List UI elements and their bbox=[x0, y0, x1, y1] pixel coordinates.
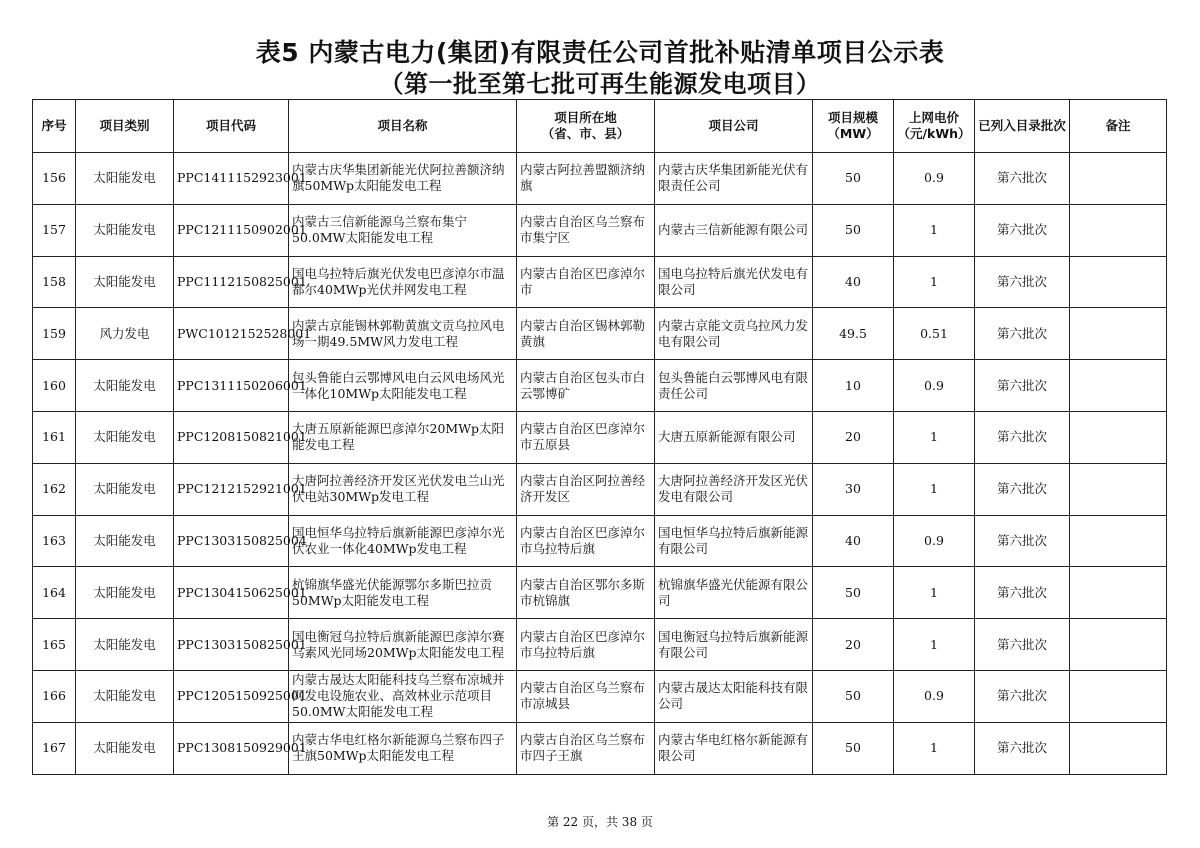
cell-name: 国电乌拉特后旗光伏发电巴彦淖尔市温都尔40MWp光伏并网发电工程 bbox=[289, 256, 517, 308]
cell-price: 0.9 bbox=[894, 670, 975, 722]
cell-location: 内蒙古自治区乌兰察布市集宁区 bbox=[517, 204, 655, 256]
header-code: 项目代码 bbox=[174, 100, 289, 153]
cell-no: 162 bbox=[33, 463, 76, 515]
table-row bbox=[33, 256, 1167, 308]
cell-price: 1 bbox=[894, 411, 975, 463]
cell-price: 1 bbox=[894, 204, 975, 256]
cell-code: PPC1211150902001 bbox=[174, 204, 289, 256]
cell-name: 国电恒华乌拉特后旗新能源巴彦淖尔光伏农业一体化40MWp发电工程 bbox=[289, 515, 517, 567]
cell-category: 太阳能发电 bbox=[76, 256, 174, 308]
table-row bbox=[33, 722, 1167, 774]
cell-price: 1 bbox=[894, 256, 975, 308]
cell-scale: 49.5 bbox=[813, 308, 894, 360]
cell-code: PWC1012152528001 bbox=[174, 308, 289, 360]
cell-company: 杭锦旗华盛光伏能源有限公司 bbox=[655, 567, 813, 619]
cell-code: PPC1208150821001 bbox=[174, 411, 289, 463]
cell-batch: 第六批次 bbox=[975, 463, 1070, 515]
cell-remark bbox=[1070, 153, 1167, 205]
cell-no: 161 bbox=[33, 411, 76, 463]
table-row bbox=[33, 204, 1167, 256]
header-scale: 项目规模 （MW） bbox=[813, 100, 894, 153]
header-remark: 备注 bbox=[1070, 100, 1167, 153]
table-row bbox=[33, 515, 1167, 567]
cell-batch: 第六批次 bbox=[975, 308, 1070, 360]
cell-company: 内蒙古晟达太阳能科技有限公司 bbox=[655, 670, 813, 722]
cell-name: 杭锦旗华盛光伏能源鄂尔多斯巴拉贡50MWp太阳能发电工程 bbox=[289, 567, 517, 619]
cell-name: 国电衡冠乌拉特后旗新能源巴彦淖尔赛乌素风光同场20MWp太阳能发电工程 bbox=[289, 619, 517, 671]
cell-price: 0.9 bbox=[894, 360, 975, 412]
subsidy-list-table bbox=[32, 99, 1167, 775]
cell-scale: 50 bbox=[813, 722, 894, 774]
header-category: 项目类别 bbox=[76, 100, 174, 153]
cell-code: PPC1303150825004 bbox=[174, 515, 289, 567]
cell-category: 太阳能发电 bbox=[76, 360, 174, 412]
cell-category: 太阳能发电 bbox=[76, 153, 174, 205]
cell-batch: 第六批次 bbox=[975, 619, 1070, 671]
table-header-row bbox=[33, 100, 1167, 153]
header-name: 项目名称 bbox=[289, 100, 517, 153]
cell-batch: 第六批次 bbox=[975, 567, 1070, 619]
cell-code: PPC1304150625001 bbox=[174, 567, 289, 619]
cell-scale: 50 bbox=[813, 567, 894, 619]
cell-location: 内蒙古自治区巴彦淖尔市 bbox=[517, 256, 655, 308]
cell-remark bbox=[1070, 411, 1167, 463]
cell-name: 大唐阿拉善经济开发区光伏发电兰山光伏电站30MWp发电工程 bbox=[289, 463, 517, 515]
table-row bbox=[33, 567, 1167, 619]
header-batch: 已列入目录批次 bbox=[975, 100, 1070, 153]
document-subtitle: （第一批至第七批可再生能源发电项目） bbox=[379, 70, 821, 98]
cell-scale: 50 bbox=[813, 153, 894, 205]
cell-no: 163 bbox=[33, 515, 76, 567]
table-row bbox=[33, 308, 1167, 360]
cell-scale: 40 bbox=[813, 515, 894, 567]
cell-scale: 50 bbox=[813, 670, 894, 722]
cell-no: 159 bbox=[33, 308, 76, 360]
cell-batch: 第六批次 bbox=[975, 515, 1070, 567]
table-row bbox=[33, 153, 1167, 205]
cell-batch: 第六批次 bbox=[975, 360, 1070, 412]
cell-price: 0.9 bbox=[894, 153, 975, 205]
cell-price: 1 bbox=[894, 722, 975, 774]
cell-name: 内蒙古京能锡林郭勒黄旗文贡乌拉风电场一期49.5MW风力发电工程 bbox=[289, 308, 517, 360]
cell-no: 165 bbox=[33, 619, 76, 671]
cell-no: 156 bbox=[33, 153, 76, 205]
cell-code: PPC1311150206001 bbox=[174, 360, 289, 412]
cell-location: 内蒙古自治区乌兰察布市四子王旗 bbox=[517, 722, 655, 774]
table-row bbox=[33, 463, 1167, 515]
document-title: 表5 内蒙古电力(集团)有限责任公司首批补贴清单项目公示表 bbox=[255, 38, 945, 67]
table-row bbox=[33, 670, 1167, 722]
cell-category: 太阳能发电 bbox=[76, 463, 174, 515]
cell-scale: 40 bbox=[813, 256, 894, 308]
cell-remark bbox=[1070, 360, 1167, 412]
table-row bbox=[33, 411, 1167, 463]
header-no: 序号 bbox=[33, 100, 76, 153]
cell-remark bbox=[1070, 722, 1167, 774]
cell-code: PPC1308150929001 bbox=[174, 722, 289, 774]
cell-price: 1 bbox=[894, 619, 975, 671]
cell-remark bbox=[1070, 670, 1167, 722]
table-row bbox=[33, 619, 1167, 671]
cell-company: 国电衡冠乌拉特后旗新能源有限公司 bbox=[655, 619, 813, 671]
cell-batch: 第六批次 bbox=[975, 204, 1070, 256]
cell-batch: 第六批次 bbox=[975, 153, 1070, 205]
cell-scale: 20 bbox=[813, 411, 894, 463]
cell-location: 内蒙古自治区巴彦淖尔市五原县 bbox=[517, 411, 655, 463]
cell-remark bbox=[1070, 463, 1167, 515]
cell-price: 1 bbox=[894, 463, 975, 515]
cell-company: 大唐五原新能源有限公司 bbox=[655, 411, 813, 463]
cell-location: 内蒙古自治区阿拉善经济开发区 bbox=[517, 463, 655, 515]
cell-location: 内蒙古自治区巴彦淖尔市乌拉特后旗 bbox=[517, 515, 655, 567]
cell-location: 内蒙古自治区鄂尔多斯市杭锦旗 bbox=[517, 567, 655, 619]
cell-batch: 第六批次 bbox=[975, 411, 1070, 463]
cell-category: 太阳能发电 bbox=[76, 670, 174, 722]
cell-code: PPC1411152923001 bbox=[174, 153, 289, 205]
cell-scale: 20 bbox=[813, 619, 894, 671]
cell-company: 内蒙古京能文贡乌拉风力发电有限公司 bbox=[655, 308, 813, 360]
cell-scale: 30 bbox=[813, 463, 894, 515]
cell-name: 内蒙古华电红格尔新能源乌兰察布四子王旗50MWp太阳能发电工程 bbox=[289, 722, 517, 774]
cell-company: 包头鲁能白云鄂博风电有限责任公司 bbox=[655, 360, 813, 412]
cell-remark bbox=[1070, 567, 1167, 619]
cell-category: 太阳能发电 bbox=[76, 411, 174, 463]
header-price: 上网电价 （元/kWh） bbox=[894, 100, 975, 153]
table-row bbox=[33, 360, 1167, 412]
cell-name: 内蒙古庆华集团新能光伏阿拉善额济纳旗50MWp太阳能发电工程 bbox=[289, 153, 517, 205]
cell-no: 158 bbox=[33, 256, 76, 308]
cell-location: 内蒙古自治区锡林郭勒黄旗 bbox=[517, 308, 655, 360]
cell-category: 太阳能发电 bbox=[76, 204, 174, 256]
cell-name: 内蒙古晟达太阳能科技乌兰察布凉城并网发电设施农业、高效林业示范项目50.0MW太阳能发电工程 bbox=[289, 670, 517, 722]
cell-category: 太阳能发电 bbox=[76, 567, 174, 619]
cell-name: 大唐五原新能源巴彦淖尔20MWp太阳能发电工程 bbox=[289, 411, 517, 463]
cell-price: 1 bbox=[894, 567, 975, 619]
cell-no: 164 bbox=[33, 567, 76, 619]
cell-remark bbox=[1070, 256, 1167, 308]
cell-remark bbox=[1070, 515, 1167, 567]
page-footer: 第 22 页，共 38 页 bbox=[547, 815, 653, 829]
cell-code: PPC1303150825001 bbox=[174, 619, 289, 671]
cell-name: 包头鲁能白云鄂博风电白云风电场风光一体化10MWp太阳能发电工程 bbox=[289, 360, 517, 412]
cell-location: 内蒙古自治区巴彦淖尔市乌拉特后旗 bbox=[517, 619, 655, 671]
cell-remark bbox=[1070, 308, 1167, 360]
cell-remark bbox=[1070, 204, 1167, 256]
cell-no: 157 bbox=[33, 204, 76, 256]
cell-company: 内蒙古华电红格尔新能源有限公司 bbox=[655, 722, 813, 774]
cell-location: 内蒙古自治区包头市白云鄂博矿 bbox=[517, 360, 655, 412]
cell-remark bbox=[1070, 619, 1167, 671]
cell-code: PPC1205150925001 bbox=[174, 670, 289, 722]
cell-company: 大唐阿拉善经济开发区光伏发电有限公司 bbox=[655, 463, 813, 515]
cell-scale: 50 bbox=[813, 204, 894, 256]
cell-location: 内蒙古自治区乌兰察布市凉城县 bbox=[517, 670, 655, 722]
cell-company: 国电恒华乌拉特后旗新能源有限公司 bbox=[655, 515, 813, 567]
cell-code: PPC1112150825001 bbox=[174, 256, 289, 308]
cell-batch: 第六批次 bbox=[975, 256, 1070, 308]
cell-price: 0.9 bbox=[894, 515, 975, 567]
cell-location: 内蒙古阿拉善盟额济纳旗 bbox=[517, 153, 655, 205]
cell-category: 太阳能发电 bbox=[76, 515, 174, 567]
cell-no: 160 bbox=[33, 360, 76, 412]
cell-category: 风力发电 bbox=[76, 308, 174, 360]
cell-name: 内蒙古三信新能源乌兰察布集宁50.0MW太阳能发电工程 bbox=[289, 204, 517, 256]
header-company: 项目公司 bbox=[655, 100, 813, 153]
cell-company: 内蒙古三信新能源有限公司 bbox=[655, 204, 813, 256]
cell-batch: 第六批次 bbox=[975, 670, 1070, 722]
cell-no: 167 bbox=[33, 722, 76, 774]
cell-category: 太阳能发电 bbox=[76, 619, 174, 671]
cell-code: PPC1212152921001 bbox=[174, 463, 289, 515]
cell-category: 太阳能发电 bbox=[76, 722, 174, 774]
cell-no: 166 bbox=[33, 670, 76, 722]
cell-scale: 10 bbox=[813, 360, 894, 412]
cell-batch: 第六批次 bbox=[975, 722, 1070, 774]
cell-price: 0.51 bbox=[894, 308, 975, 360]
cell-company: 内蒙古庆华集团新能光伏有限责任公司 bbox=[655, 153, 813, 205]
header-location: 项目所在地 （省、市、县） bbox=[517, 100, 655, 153]
cell-company: 国电乌拉特后旗光伏发电有限公司 bbox=[655, 256, 813, 308]
